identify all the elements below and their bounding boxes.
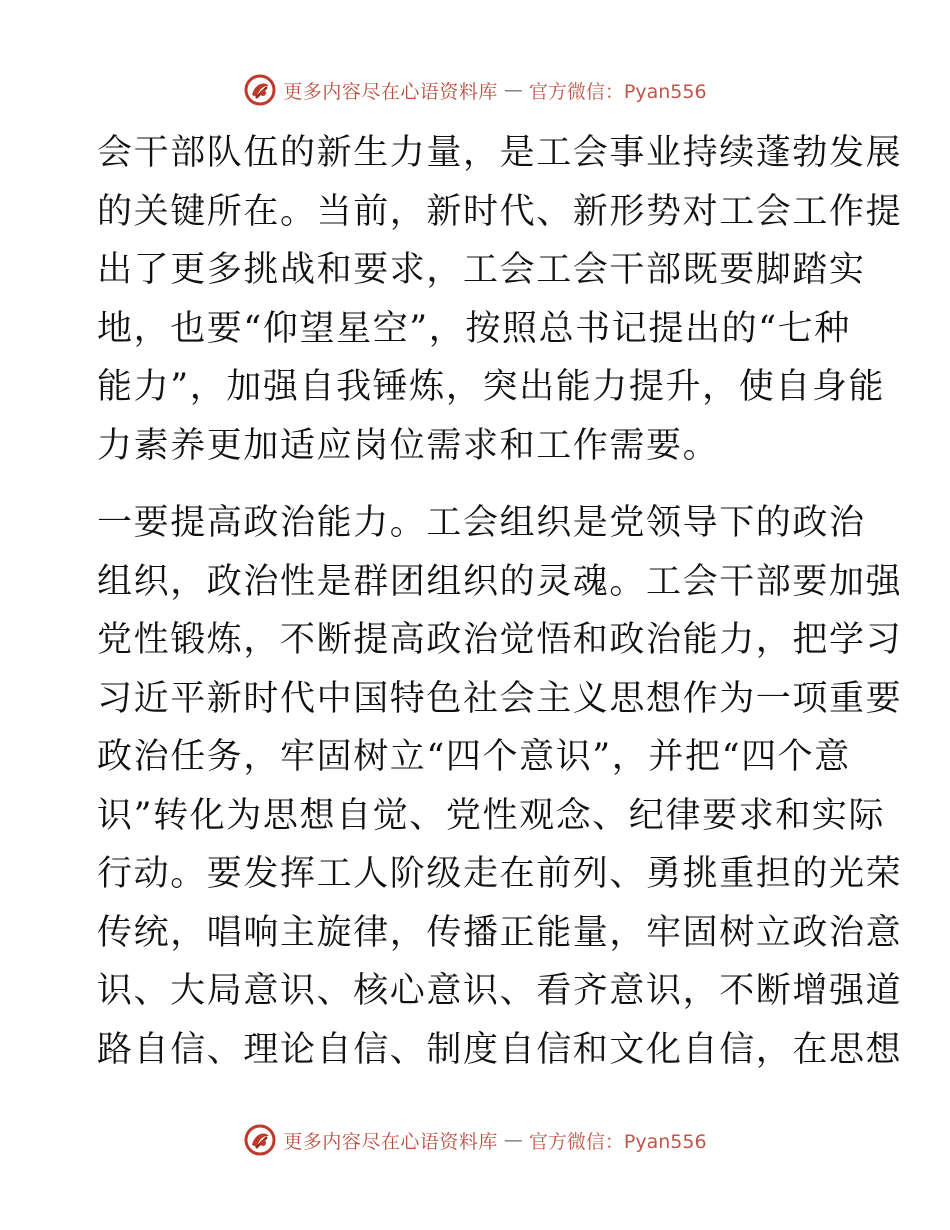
- text-line: 的关键所在。当前，新时代、新形势对工会工作提: [97, 191, 903, 232]
- footer-banner: [0, 1120, 950, 1160]
- banner-separator: —: [503, 79, 523, 101]
- red-swirl-logo-icon: [243, 73, 277, 107]
- text-line: 地，也要“仰望星空”，按照总书记提出的“七种: [97, 308, 851, 349]
- text-line: 识”转化为思想自觉、党性观念、纪律要求和实际: [97, 795, 886, 836]
- paragraph: [97, 124, 903, 475]
- text-line: 路自信、理论自信、制度自信和文化自信，在思想: [97, 1029, 903, 1070]
- banner-title: 更多内容尽在心语资料库: [283, 80, 498, 103]
- paragraph: [97, 494, 903, 1079]
- header-banner: [0, 70, 950, 110]
- document-body: [97, 124, 903, 1079]
- banner-wechat: 官方微信：Pyan556: [528, 1130, 707, 1153]
- text-line: 党性锻炼，不断提高政治觉悟和政治能力，把学习: [97, 620, 903, 660]
- banner-title: 更多内容尽在心语资料库: [283, 1130, 498, 1153]
- red-swirl-logo-icon: [243, 1123, 277, 1157]
- banner-wechat: 官方微信：Pyan556: [528, 80, 707, 103]
- text-line: 习近平新时代中国特色社会主义思想作为一项重要: [97, 678, 903, 719]
- text-line: 传统，唱响主旋律，传播正能量，牢固树立政治意: [97, 912, 903, 953]
- text-line: 一要提高政治能力。工会组织是党领导下的政治: [97, 503, 866, 543]
- text-line: 出了更多挑战和要求，工会工会干部既要脚踏实: [97, 250, 866, 290]
- text-line: 识、大局意识、核心意识、看齐意识，不断增强道: [97, 971, 903, 1011]
- text-line: 会干部队伍的新生力量，是工会事业持续蓬勃发展: [97, 133, 903, 173]
- banner-separator: —: [503, 1129, 523, 1151]
- text-line: 力素养更加适应岗位需求和工作需要。: [97, 425, 720, 466]
- text-line: 行动。要发挥工人阶级走在前列、勇挑重担的光荣: [97, 854, 903, 894]
- text-line: 能力”，加强自我锤炼，突出能力提升，使自身能: [97, 367, 886, 407]
- text-line: 政治任务，牢固树立“四个意识”，并把“四个意: [97, 737, 851, 777]
- text-line: 组织，政治性是群团组织的灵魂。工会干部要加强: [97, 561, 903, 602]
